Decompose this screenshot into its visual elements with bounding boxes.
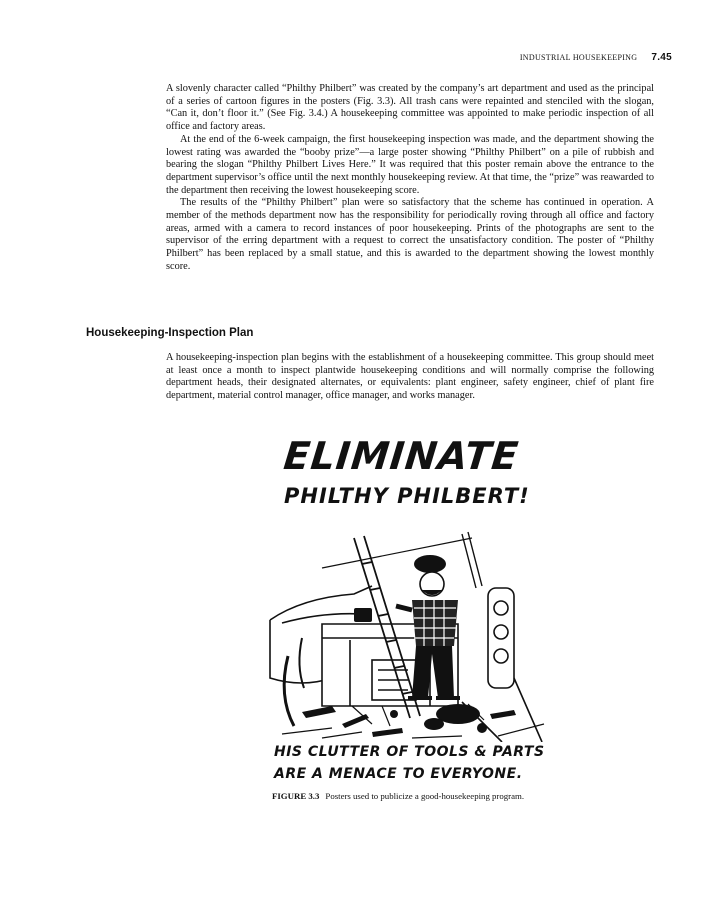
figure-caption bbox=[272, 791, 556, 802]
poster-headline: ELIMINATE bbox=[281, 434, 522, 478]
paragraph: A housekeeping-inspection plan begins with the establishment of a housekeeping committee. This group should meet at least once a month to inspect plantwide housekeeping conditions and will normally comprise the following department heads, their designated alternates, or equivalents: plant engineer, safety engineer, chief of plant fire department, material control manager, office manager, and works manager. bbox=[166, 352, 654, 402]
floor-clutter bbox=[302, 704, 516, 737]
poster-subheadline: PHILTHY PHILBERT! bbox=[284, 484, 530, 508]
running-title: INDUSTRIAL HOUSEKEEPING bbox=[519, 53, 638, 62]
paragraph: A slovenly character called “Philthy Philbert” was created by the company’s art department and used as the principal of a series of cartoon figures in the posters (Fig. 3.3). All trash cans were repainted and stenciled with the slogan, “Can it, don’t floor it.” (See Fig. 3.4.) A housekeeping committee was appointed to make periodic inspection of all office and factory areas. bbox=[166, 83, 654, 133]
poster-figure bbox=[262, 428, 558, 788]
poster-caption-line2: ARE A MENACE TO EVERYONE. bbox=[274, 766, 523, 782]
section-heading: Housekeeping-Inspection Plan bbox=[86, 327, 254, 339]
running-head bbox=[0, 52, 672, 63]
intro-text bbox=[166, 83, 654, 274]
figure-caption-text: Posters used to publicize a good-housekeeping program. bbox=[325, 791, 525, 801]
section-text bbox=[166, 352, 654, 403]
figure-label: FIGURE 3.3 bbox=[272, 791, 320, 801]
paragraph: The results of the “Philthy Philbert” plan were so satisfactory that the scheme has continued in operation. A member of the methods department now has the responsibility for periodically roving through all office and factory areas, armed with a camera to record instances of poor housekeeping. Prints of the photographs are sent to the supervisor of the erring department with a request to correct the unsatisfactory condition. The poster of “Philthy Philbert” has been replaced by a small statue, and this is awarded to the department showing the lowest monthly score. bbox=[166, 197, 654, 272]
paragraph: At the end of the 6-week campaign, the first housekeeping inspection was made, and the department showing the lowest rating was awarded the “booby prize”—a large poster showing “Philthy Philbert” on a pile of rubbish and bearing the slogan “Philthy Philbert Lives Here.” It was required that this poster remain above the entrance to the department supervisor’s office until the next monthly housekeeping review. At that time, the “prize” was reawarded to the department then receiving the lowest housekeeping score. bbox=[166, 133, 654, 196]
toolbox bbox=[354, 608, 372, 622]
cartoon-illustration bbox=[262, 528, 558, 742]
page-number: 7.45 bbox=[651, 52, 672, 63]
poster-caption-line1: HIS CLUTTER OF TOOLS & PARTS bbox=[274, 744, 545, 760]
